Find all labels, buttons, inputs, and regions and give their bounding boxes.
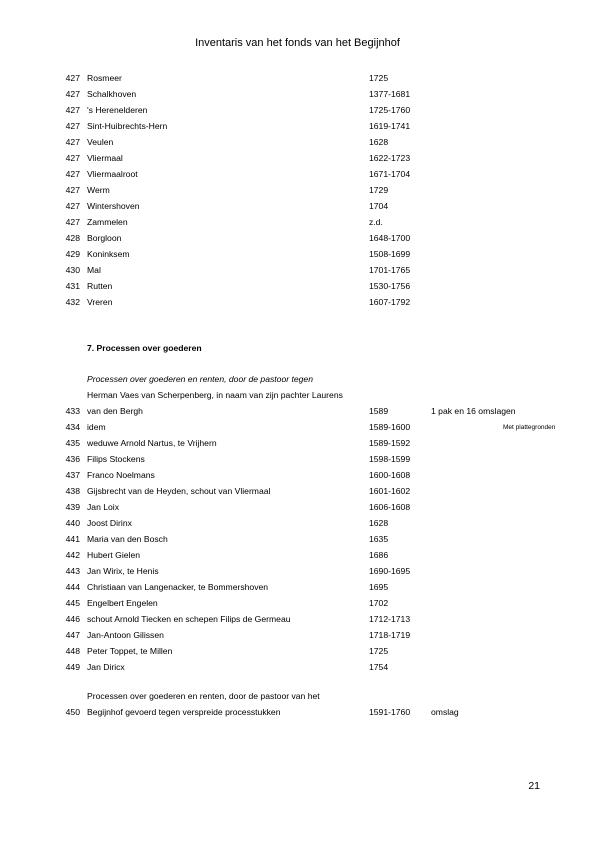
table-row [0,216,595,228]
page-number: 21 [528,780,540,792]
table-row [0,232,595,244]
entry-description: Mal [87,265,101,275]
table-row [0,706,595,718]
group2-title: Processen over goederen en renten, door de pastoor van het [87,691,320,701]
entry-description: Schalkhoven [87,89,137,99]
entry-description: 's Herenelderen [87,105,148,115]
entry-description: Vliermaal [87,153,123,163]
entry-date: 1601-1602 [369,486,411,496]
entry-number: 427 [65,185,80,195]
entry-number: 431 [65,281,80,291]
entry-description: Rosmeer [87,73,122,83]
table-row [0,264,595,276]
entry-date: 1530-1756 [369,281,411,291]
entry-extent: 1 pak en 16 omslagen [431,406,516,416]
entry-number: 440 [65,518,80,528]
table-row [0,581,595,593]
section-heading: 7. Processen over goederen [87,343,202,353]
entry-number: 438 [65,486,80,496]
entry-description: Jan Wirix, te Henis [87,566,159,576]
entry-date: 1704 [369,201,389,211]
entry-number: 442 [65,550,80,560]
entry-date: 1701-1765 [369,265,411,275]
entry-description: Vliermaalroot [87,169,138,179]
entry-number: 435 [65,438,80,448]
entry-number: 449 [65,662,80,672]
entry-description: Jan-Antoon Gilissen [87,630,164,640]
entry-date: 1695 [369,582,389,592]
table-row [0,104,595,116]
entry-description: Zammelen [87,217,128,227]
entry-date: 1725-1760 [369,105,411,115]
table-row [0,248,595,260]
group-intro-text: Herman Vaes van Scherpenberg, in naam van zijn pachter Laurens [87,390,343,400]
entry-date: 1606-1608 [369,502,411,512]
table-row [0,661,595,673]
entry-date: 1589 [369,406,389,416]
entry-date: 1712-1713 [369,614,411,624]
table-row [0,184,595,196]
entry-description: idem [87,422,106,432]
entry-description: Begijnhof gevoerd tegen verspreide processtukken [87,707,281,717]
entry-description: weduwe Arnold Nartus, te Vrijhern [87,438,217,448]
entry-date: 1628 [369,137,389,147]
entry-date: 1702 [369,598,389,608]
table-row [0,88,595,100]
entry-number: 427 [65,73,80,83]
entry-number: 444 [65,582,80,592]
entry-number: 427 [65,201,80,211]
entry-description: schout Arnold Tiecken en schepen Filips de Germeau [87,614,291,624]
entry-description: van den Bergh [87,406,143,416]
table-row [0,549,595,561]
entry-date: 1729 [369,185,389,195]
entry-number: 439 [65,502,80,512]
table-row [0,517,595,529]
entry-date: 1377-1681 [369,89,411,99]
table-row [0,437,595,449]
table-row [0,629,595,641]
entry-date: 1598-1599 [369,454,411,464]
table-row [0,405,595,417]
table-row [0,597,595,609]
entry-description: Engelbert Engelen [87,598,158,608]
table-row [0,280,595,292]
entry-date: 1718-1719 [369,630,411,640]
entry-description: Franco Noelmans [87,470,155,480]
table-row [0,469,595,481]
entry-date: 1591-1760 [369,707,411,717]
entry-number: 450 [65,707,80,717]
table-row [0,136,595,148]
entry-number: 445 [65,598,80,608]
entry-number: 446 [65,614,80,624]
entry-number: 427 [65,137,80,147]
entry-description: Werm [87,185,110,195]
entry-date: 1671-1704 [369,169,411,179]
entry-date: 1589-1592 [369,438,411,448]
entry-date: 1622-1723 [369,153,411,163]
entry-description: Jan Diricx [87,662,125,672]
entry-date: 1628 [369,518,389,528]
entry-number: 427 [65,89,80,99]
table-row [0,565,595,577]
table-row [0,200,595,212]
table-row [0,296,595,308]
entry-number: 448 [65,646,80,656]
entry-date: 1686 [369,550,389,560]
entry-description: Filips Stockens [87,454,145,464]
entry-number: 427 [65,121,80,131]
entry-description: Rutten [87,281,113,291]
entry-number: 430 [65,265,80,275]
table-row [0,453,595,465]
entry-description: Hubert Gielen [87,550,141,560]
entry-number: 443 [65,566,80,576]
entry-date: 1619-1741 [369,121,411,131]
entry-date: 1589-1600 [369,422,411,432]
entry-number: 447 [65,630,80,640]
table-row [0,485,595,497]
table-row [0,152,595,164]
entry-description: Peter Toppet, te Millen [87,646,173,656]
entry-description: Veulen [87,137,114,147]
entry-date: 1690-1695 [369,566,411,576]
table-row [0,613,595,625]
entry-number: 437 [65,470,80,480]
entry-description: Joost Dirinx [87,518,132,528]
entry-number: 428 [65,233,80,243]
entry-description: Gijsbrecht van de Heyden, schout van Vliermaal [87,486,271,496]
entry-description: Sint-Huibrechts-Hern [87,121,168,131]
entry-description: Borgloon [87,233,122,243]
table-row [0,72,595,84]
entry-number: 432 [65,297,80,307]
entry-number: 427 [65,217,80,227]
entry-date: 1607-1792 [369,297,411,307]
entry-date: 1725 [369,73,389,83]
table-row [0,120,595,132]
entry-date: 1754 [369,662,389,672]
entry-description: Jan Loix [87,502,120,512]
entry-note: Met plattegronden [503,424,556,431]
entry-date: 1725 [369,646,389,656]
entry-number: 441 [65,534,80,544]
entry-date: 1635 [369,534,389,544]
table-row [0,168,595,180]
entry-description: Wintershoven [87,201,140,211]
table-row [0,501,595,513]
entry-description: Koninksem [87,249,130,259]
group-title-italic: Processen over goederen en renten, door de pastoor tegen [87,374,313,384]
entry-date: 1508-1699 [369,249,411,259]
entry-number: 436 [65,454,80,464]
entry-extent: omslag [431,707,459,717]
page-header-title: Inventaris van het fonds van het Begijnhof [195,37,400,49]
entry-number: 427 [65,169,80,179]
entry-number: 429 [65,249,80,259]
table-row [0,421,595,433]
entry-description: Vreren [87,297,113,307]
table-row [0,645,595,657]
entry-date: z.d. [369,217,383,227]
entry-number: 434 [65,422,80,432]
entry-description: Maria van den Bosch [87,534,168,544]
entry-number: 427 [65,105,80,115]
table-row [0,533,595,545]
entry-date: 1648-1700 [369,233,411,243]
entry-date: 1600-1608 [369,470,411,480]
entry-number: 427 [65,153,80,163]
entry-number: 433 [65,406,80,416]
entry-description: Christiaan van Langenacker, te Bommershoven [87,582,269,592]
